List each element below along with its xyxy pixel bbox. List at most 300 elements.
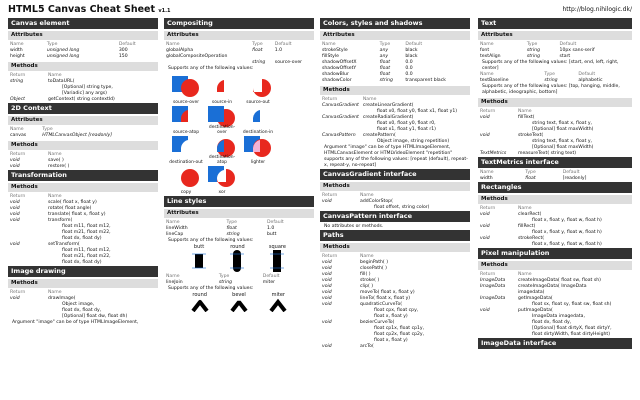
method-return: void [10,242,20,247]
composite-example-source-in [204,74,240,104]
col-name: Name [10,127,24,132]
method-signature: [Optional] float dw, float dh) [62,314,128,319]
col-return: Return [322,254,338,259]
col-return: Return [10,73,26,78]
col-name: Name [480,42,494,47]
col-default: Default [266,220,284,225]
canvas-element-header: Canvas element [8,18,158,29]
composite-examples-grid [164,72,314,196]
method-signature: float x, float y) [374,314,408,319]
colors-note: Argument "image" can be of type HTMLImageElement, HTMLCanvasElement or HTMLVideoElement "repetition" supports any of the following values: [repeat (default), repeat-x, repeat-y, no-repeat] [324,145,468,168]
composite-caption: xor [218,190,226,195]
col-return: Return [480,206,496,211]
method-signature: float x0, float y0, float r0, [376,121,436,126]
attr-default: alphabetic [578,78,603,83]
method-return: TextMetrics [480,151,507,156]
method-signature: createImageData( ImageData [518,284,587,289]
colors-methods-label: Methods [320,86,470,95]
method-return: ImageData [480,278,506,283]
method-signature: createLinearGradient( [362,103,414,108]
colors-attr-table [320,42,470,84]
col-return: Return [480,272,496,277]
method-signature: float cp2x, float cp2y, [374,332,425,337]
linecap-label: round [230,244,245,250]
attr-name: globalCompositeOperation [166,54,228,59]
col-name: Name [166,42,180,47]
method-return: void [10,158,20,163]
attr-type: float [379,66,391,71]
col-type: Type [544,72,555,77]
text-method-table [478,109,632,157]
canvas-gradient-interface-header: CanvasGradient interface [320,169,470,180]
method-return: void [480,212,490,217]
method-signature: float cpx, float cpy, [374,308,419,313]
composite-caption: source-in [211,100,233,105]
attr-type: any [379,54,389,59]
method-return: void [480,224,490,229]
attr-type: unsigned long [46,54,80,59]
linejoin-attr-table [164,274,314,286]
composite-example-destination-in [240,104,276,134]
attr-type: string [526,48,540,53]
pixel-manipulation-header: Pixel manipulation [478,248,632,259]
attr-default: [readonly] [562,176,587,181]
method-signature: float dx, float dy) [62,260,102,265]
page-title: HTML5 Canvas Cheat Sheet v1.1 [8,4,171,15]
colors-styles-shadows-header: Colors, styles and shadows [320,18,470,29]
col-name: Name [480,170,494,175]
linejoin-label: miter [271,292,285,298]
attr-name: height [10,54,25,59]
canvas-method-table [8,73,158,103]
col-name: Name [48,290,62,295]
attr-name: font [480,48,490,53]
canvas-attr-table [8,42,158,60]
method-signature: float x, float y, float w, float h) [532,242,602,247]
composite-caption: lighter [250,160,266,165]
method-row [320,344,470,350]
attr-default: 0.0 [405,60,413,65]
text-header: Text [478,18,632,29]
method-return: void [322,296,332,301]
method-signature: moveTo( float x, float y) [360,290,415,295]
method-signature: Object image, [62,302,95,307]
comp-attr-table [164,42,314,66]
pixel-method-table [478,272,632,338]
method-signature: float dx, float dy, [532,320,572,325]
method-return: void [322,272,332,277]
linecap-square-icon [270,250,284,272]
attr-type: any [379,48,389,53]
imgdraw-note: Argument "image" can be of type HTMLImageElement, [12,320,139,325]
method-signature: arcTo( [360,344,374,349]
method-return: void [322,290,332,295]
ctx-methods-label: Methods [8,141,158,150]
rectangles-header: Rectangles [478,182,632,193]
linecap-label: butt [193,244,205,250]
composite-caption: destination-out [169,160,203,165]
method-signature: createPattern( [362,133,396,138]
attr-default: 0.0 [405,72,413,77]
method-signature: float x1, float y1, float r1) [376,127,436,132]
linejoin-round [190,292,210,314]
method-signature: fillRect( [518,224,536,229]
col-default: Default [262,274,280,279]
method-signature: [Optional] float maxWidth) [532,127,594,132]
colors-attributes-label: Attributes [320,31,470,40]
compositing-header: Compositing [164,18,314,29]
composite-example-destination-out [168,134,204,164]
composite-example-source-over [168,74,204,104]
attr-default: 1.0 [274,48,283,53]
ctx-method-table [8,152,158,170]
textalign-note: Supports any of the following values: [start, end, left, right, center] [482,60,619,71]
col-type: Type [46,42,58,47]
attr-default: miter [262,280,276,285]
linecap-round-icon [230,250,244,272]
attr-name: strokeStyle [322,48,348,53]
imagedata-interface-header: ImageData interface [478,338,632,349]
linejoin-examples [164,292,314,314]
method-signature: float m11, float m12, [62,248,111,253]
composite-example-source-atop [168,104,204,134]
linejoin-miter-icon [268,298,288,312]
method-return: void [10,218,20,223]
method-return: void [322,284,332,289]
textmetrics-interface-header: TextMetrics interface [478,157,632,168]
attr-name: width [10,48,23,53]
method-signature: float x, float y, float w, float h) [532,230,602,235]
col-default: Default [559,42,577,47]
attr-default: start [559,54,571,59]
linecap-round [230,244,245,274]
attr-type: float [252,48,263,53]
col-default: Default [405,42,423,47]
attr-name: globalAlpha [166,48,194,53]
composite-example-xor [204,164,240,194]
attr-type: HTMLCanvasObject [readonly] [42,133,113,138]
column-1 [8,18,158,326]
attr-name: textBaseline [480,78,509,83]
method-return: void [322,266,332,271]
method-signature: fillText( [518,115,535,120]
composite-example-copy [168,164,204,194]
method-signature: getContext( string contextId) [48,97,115,102]
method-signature: float dx, float dy, [62,308,102,313]
image-drawing-header: Image drawing [8,266,158,277]
method-return: void [10,206,20,211]
method-signature: float cp1x, float cp1y, [374,326,425,331]
attr-default: 300 [118,48,128,53]
attr-type: unsigned long [46,48,80,53]
method-signature: rotate( float angle) [48,206,92,211]
method-return: void [322,199,332,204]
linecap-examples [164,244,314,274]
attr-default: source-over [274,60,303,65]
composite-source-in-icon [204,74,240,98]
text-methods-label: Methods [478,98,632,107]
method-return: void [322,344,332,349]
method-return: void [322,278,332,283]
attr-name: shadowOffsetY [322,66,357,71]
composite-caption: copy [180,190,192,195]
rect-method-table [478,206,632,248]
attr-name: fillStyle [322,54,339,59]
lines-attributes-label: Attributes [164,209,314,218]
context-2d-header: 2D Context [8,103,158,114]
col-name: Name [360,193,374,198]
imgdraw-methods-label: Methods [8,279,158,288]
linejoin-miter [268,292,288,314]
linejoin-round-icon [190,298,210,312]
method-signature: float dx, float dy) [62,236,102,241]
attr-name: shadowBlur [322,72,349,77]
textbaseline-note: Supports any of the following values: [top, hanging, middle, alphabetic, ideographic, bottom] [482,84,620,95]
col-return: Return [322,97,338,102]
col-name: Name [518,206,532,211]
method-return: string [10,79,24,84]
method-signature: toDataURL( [48,79,75,84]
col-name: Name [362,97,377,102]
method-return: void [10,296,20,301]
col-type: Type [526,42,538,47]
linecap-support-note: Supports any of the following values: [168,238,254,243]
textbaseline-attr-table [478,72,632,84]
transform-method-table [8,194,158,266]
method-return: void [480,133,490,138]
linejoin-bevel-icon [229,298,249,312]
attr-row [320,78,470,84]
method-signature: [Optional] float maxWidth) [532,145,594,150]
col-return: Return [480,109,496,114]
method-return: ImageData [480,296,506,301]
composite-example-source-out [240,74,276,104]
attr-type: string [252,60,266,65]
ctx-attributes-label: Attributes [8,116,158,125]
method-signature: drawImage( [48,296,76,301]
attr-name: width [480,176,493,181]
method-return: void [10,164,20,169]
col-default: Default [562,170,580,175]
col-return: Return [10,290,26,295]
transformation-header: Transformation [8,170,158,181]
composite-caption: destination-atop [208,155,236,165]
composite-example-lighter [240,134,276,164]
method-signature: transform( [48,218,73,223]
method-return: Object [10,97,25,102]
col-type: Type [525,170,536,175]
attr-default: 10px sans-serif [559,48,595,53]
method-signature: restore( ) [48,164,70,169]
composite-caption: destination-over [208,125,236,135]
attr-type: string [226,232,240,237]
col-name: Name [48,194,62,199]
composite-source-out-icon [240,74,276,98]
text-attributes-label: Attributes [478,31,632,40]
method-return: void [480,308,490,313]
attr-default: black [405,54,418,59]
method-signature: float x0, float y0, float x1, float y1) [376,109,458,114]
composite-example-destination-over [204,104,240,134]
linejoin-support-note: Supports any of the following values: [168,286,254,291]
linejoin-label: round [192,292,207,298]
attr-name: lineWidth [166,226,188,231]
method-signature: [Optional] float dirtyX, float dirtyY, [532,326,612,331]
method-signature: float x, float y, float w, float h) [532,218,602,223]
method-signature: setTransform( [48,242,80,247]
method-signature: string text, float x, float y, [532,139,593,144]
method-signature: addColorStop( [360,199,393,204]
col-type: Type [218,274,230,279]
ctx-attr-table [8,127,158,139]
col-default: Default [274,42,292,47]
method-signature: strokeText( [518,133,544,138]
paths-header: Paths [320,230,470,241]
imgdraw-method-table [8,290,158,320]
method-signature: float x, float y) [374,338,408,343]
method-signature: float dirtyWidth, float dirtyHeight) [532,332,611,337]
text-attr-table [478,42,632,60]
col-type: Type [379,42,391,47]
pixel-methods-label: Methods [478,261,632,270]
col-name: Name [48,73,62,78]
method-signature: ImageData imagedata, [532,314,585,319]
method-signature: createRadialGradient( [362,115,414,120]
textmetrics-attr-table [478,170,632,182]
comp-attributes-label: Attributes [164,31,314,40]
attr-name: lineJoin [166,280,183,285]
attr-default: butt [266,232,277,237]
paths-methods-label: Methods [320,243,470,252]
col-name: Name [360,254,374,259]
linecap-square [269,244,286,274]
attr-default: transparent black [405,78,446,83]
canvas-attributes-label: Attributes [8,31,158,40]
method-signature: save( ) [48,158,64,163]
col-name: Name [480,72,494,77]
method-signature: float offset, string color) [374,205,430,210]
canvas-methods-label: Methods [8,62,158,71]
col-name: Name [166,220,180,225]
method-return: void [10,212,20,217]
composite-xor-icon [204,164,240,188]
transform-methods-label: Methods [8,183,158,192]
composite-example-destination-atop [204,134,240,164]
method-signature: [Optional] string type, [62,85,113,90]
method-signature: scale( float x, float y) [48,200,97,205]
composite-caption: source-atop [172,130,200,135]
source-url[interactable]: http://blog.nihilogic.dk/ [562,6,632,13]
method-return: ImageData [480,284,506,289]
col-default: Default [578,72,596,77]
attr-type: float [379,72,391,77]
attr-type: float [226,226,237,231]
attr-name: canvas [10,133,27,138]
method-signature: clip( ) [360,284,374,289]
attr-name: lineCap [166,232,184,237]
col-default: Default [118,42,136,47]
method-return: void [322,260,332,265]
attr-default: 1.0 [266,226,275,231]
method-signature: createImageData( float sw, float sh) [518,278,601,283]
paths-method-table [320,254,470,350]
linecap-butt [192,244,206,274]
method-signature: float m21, float m22, [62,254,111,259]
line-styles-header: Line styles [164,196,314,207]
column-2 [164,18,314,314]
method-signature: beginPath( ) [360,260,388,265]
method-signature: float m11, float m12, [62,224,111,229]
linejoin-label: bevel [232,292,246,298]
attr-default: 0.0 [405,66,413,71]
method-signature: string text, float x, float y, [532,121,593,126]
composite-caption: destination-in [242,130,274,135]
column-4 [478,18,632,351]
method-signature: strokeRect( [518,236,545,241]
col-name: Name [518,272,532,277]
method-signature: translate( float x, float y) [48,212,106,217]
attr-row [8,54,158,60]
method-signature: bezierCurveTo( [360,320,395,325]
gradient-method-table [320,193,470,211]
linecap-label: square [268,244,286,250]
method-signature: stroke( ) [360,278,380,283]
method-signature: clearRect( [518,212,542,217]
col-name: Name [322,42,336,47]
composite-caption: source-over [172,100,200,105]
attr-type: string [379,78,393,83]
linecap-butt-icon [192,250,206,272]
attr-type: string [526,54,540,59]
method-return: void [480,236,490,241]
pattern-note: No attributes or methods. [324,224,384,229]
col-name: Name [166,274,180,279]
attr-default: 150 [118,54,128,59]
attr-name: shadowOffsetX [322,60,357,65]
rect-methods-label: Methods [478,195,632,204]
method-signature: [Variadic] any args) [62,91,107,96]
method-return: void [10,200,20,205]
composite-copy-icon [168,164,204,188]
attr-type: float [379,60,391,65]
column-3 [320,18,470,350]
attr-type: float [525,176,536,181]
attr-type: string [544,78,558,83]
lines-attr-table [164,220,314,238]
col-type: Type [226,220,237,225]
method-signature: fill( ) [360,272,371,277]
method-signature: putImageData( [518,308,553,313]
method-return: CanvasGradient [322,115,359,120]
col-return: Return [322,193,338,198]
composite-caption: source-out [246,100,270,105]
method-return: CanvasGradient [322,103,359,108]
gradient-methods-label: Methods [320,182,470,191]
method-signature: Object image, string repetition) [376,139,450,144]
attr-default: black [405,48,418,53]
colors-method-table [320,97,470,145]
attr-row [8,133,158,139]
col-name: Name [518,109,532,114]
composite-destination-in-icon [240,104,276,128]
method-signature: float m21, float m22, [62,230,111,235]
attr-name: textAlign [480,54,501,59]
composite-source-atop-icon [168,104,204,128]
comp-support-note: Supports any of the following values: [168,66,254,71]
method-signature: getImageData( [518,296,553,301]
col-name: Name [48,152,62,157]
composite-lighter-icon [240,134,276,158]
